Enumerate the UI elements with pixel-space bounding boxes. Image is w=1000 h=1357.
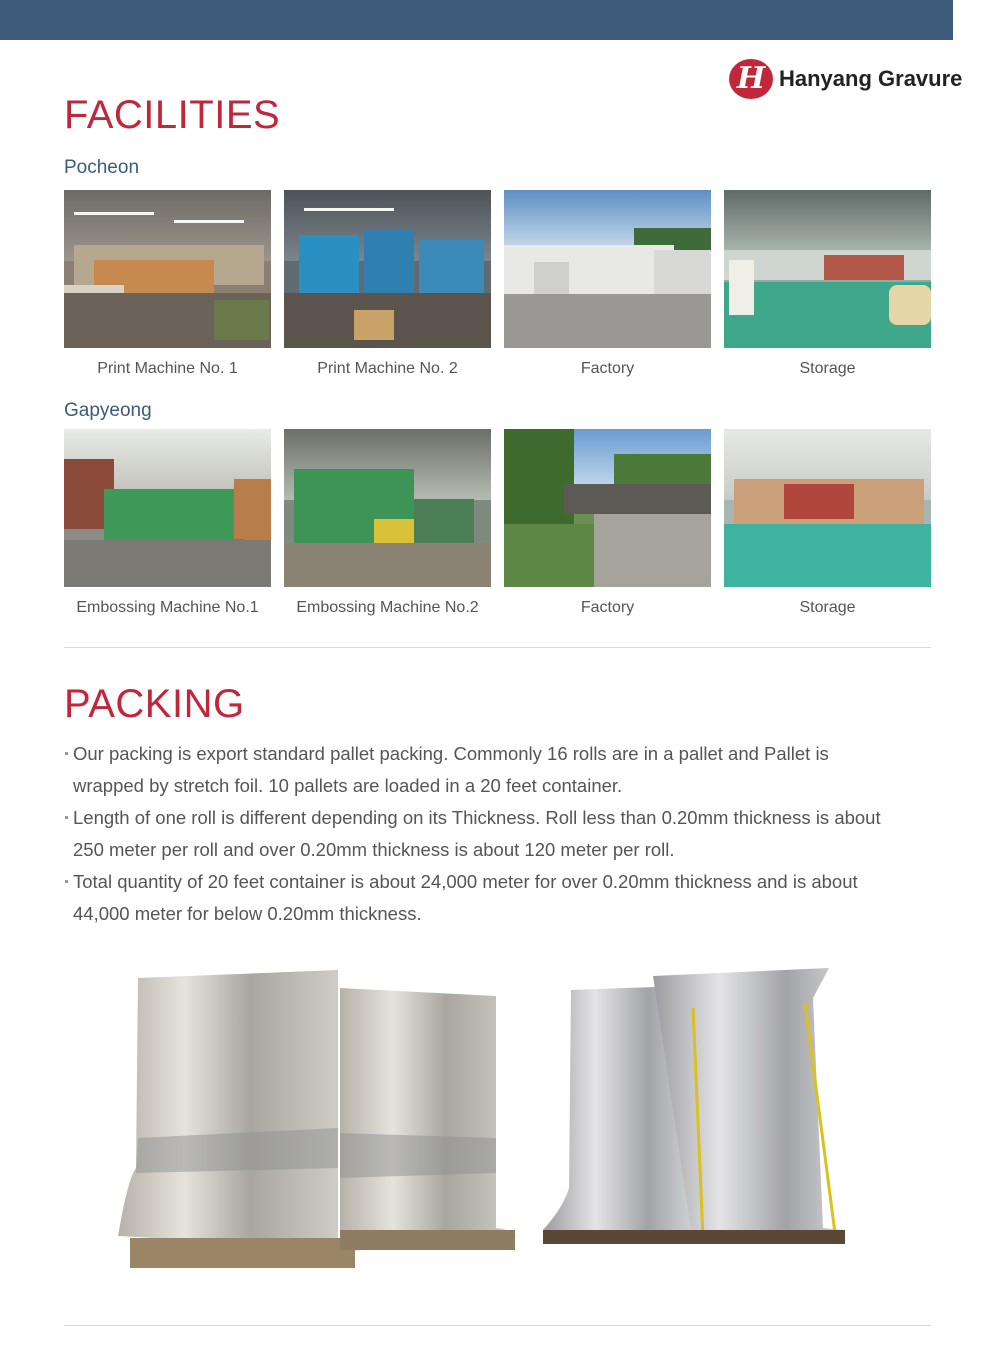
facility-tile [504,429,711,617]
brand-name: Hanyang Gravure [779,66,963,91]
embossing-machine-2-photo [284,429,491,587]
footer-divider [64,1325,931,1326]
facility-caption: Storage [799,360,856,377]
facility-caption: Factory [580,360,635,377]
facility-caption: Factory [580,599,635,616]
facility-tile [504,190,711,378]
list-item: Length of one roll is different depending on its Thickness. Roll less than 0.20mm thickness is about 250 meter per roll and over 0.20mm thickness is about 120 meter per roll. [64,802,884,866]
logo-emblem-icon: H [729,59,773,99]
facility-caption: Print Machine No. 2 [317,360,458,377]
pocheon-storage-photo [724,190,931,348]
facilities-title: FACILITIES [64,93,281,137]
embossing-machine-1-photo [64,429,271,587]
facility-tile [284,429,491,617]
facility-tile [724,190,931,378]
gapyeong-storage-photo [724,429,931,587]
packing-title: PACKING [64,682,245,726]
print-machine-2-photo [284,190,491,348]
location-title-gapyeong: Gapyeong [64,400,152,421]
top-banner-bar [0,0,953,40]
pocheon-factory-photo [504,190,711,348]
list-item: Total quantity of 20 feet container is about 24,000 meter for over 0.20mm thickness and is about 44,000 meter for below 0.20mm thickness. [64,866,884,930]
location-title-pocheon: Pocheon [64,157,140,178]
facility-caption: Embossing Machine No.1 [76,599,259,616]
facility-caption: Storage [799,599,856,616]
facility-tile [284,190,491,378]
packing-details-list [64,738,884,930]
facility-tile [64,429,271,617]
wrapped-pallets-photo-right [543,968,845,1248]
gapyeong-photo-grid [64,429,931,617]
pocheon-photo-grid [64,190,931,378]
facility-caption: Print Machine No. 1 [97,360,238,377]
list-item: Our packing is export standard pallet packing. Commonly 16 rolls are in a pallet and Pallet is wrapped by stretch foil. 10 pallets are loaded in a 20 feet container. [64,738,884,802]
print-machine-1-photo [64,190,271,348]
wrapped-pallets-photo-left [118,968,518,1276]
brand-logo [729,58,962,100]
facility-tile [724,429,931,617]
section-divider [64,647,931,648]
facility-caption: Embossing Machine No.2 [296,599,479,616]
facility-tile [64,190,271,378]
gapyeong-factory-photo [504,429,711,587]
